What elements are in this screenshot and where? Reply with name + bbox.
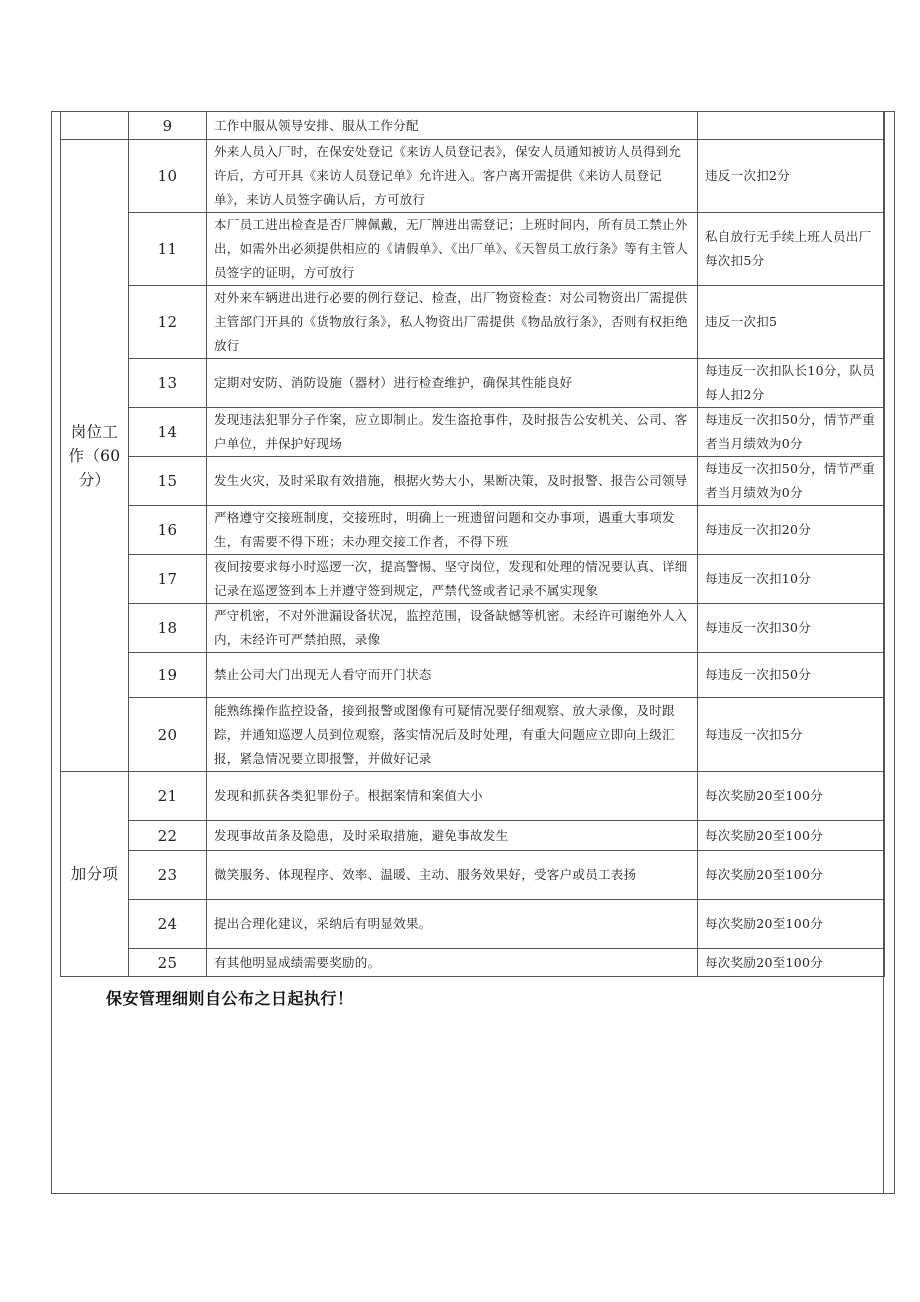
table-row — [61, 213, 885, 286]
item-content: 定期对安防、消防设施（器材）进行检查维护，确保其性能良好 — [207, 359, 698, 408]
security-rules-table — [60, 111, 885, 977]
table-row — [61, 408, 885, 457]
item-content: 夜间按要求每小时巡逻一次，提高警惕、坚守岗位，发现和处理的情况要认真、详细记录在巡逻签到本上并遵守签到规定，严禁代签或者记录不属实现象 — [207, 555, 698, 604]
item-penalty: 每次奖励20至100分 — [698, 949, 885, 977]
item-content: 严格遵守交接班制度，交接班时，明确上一班遗留问题和交办事项，遇重大事项发生，有需要不得下班；未办理交接工作者，不得下班 — [207, 506, 698, 555]
item-number: 24 — [129, 900, 207, 949]
item-number: 22 — [129, 821, 207, 851]
item-penalty: 每次奖励20至100分 — [698, 900, 885, 949]
item-penalty: 违反一次扣5 — [698, 286, 885, 359]
table-row — [61, 900, 885, 949]
item-number: 11 — [129, 213, 207, 286]
footer-note: 保安管理细则自公布之日起执行！ — [106, 989, 354, 1008]
table-row — [61, 949, 885, 977]
item-penalty: 每违反一次扣10分 — [698, 555, 885, 604]
table-row — [61, 506, 885, 555]
item-number: 19 — [129, 653, 207, 698]
item-content: 能熟练操作监控设备，接到报警或图像有可疑情况要仔细观察、放大录像，及时跟踪，并通知巡逻人员到位观察，落实情况后及时处理，有重大问题应立即向上级汇报，紧急情况要立即报警，并做好记录 — [207, 698, 698, 772]
table-row — [61, 604, 885, 653]
item-penalty: 每违反一次扣队长10分，队员每人扣2分 — [698, 359, 885, 408]
table-row — [61, 555, 885, 604]
item-number: 17 — [129, 555, 207, 604]
table-row — [61, 772, 885, 821]
category-cell-empty — [61, 112, 129, 140]
item-penalty: 每次奖励20至100分 — [698, 851, 885, 900]
item-content: 本厂员工进出检查是否厂牌佩戴，无厂牌进出需登记；上班时间内，所有员工禁止外出，如需外出必须提供相应的《请假单》、《出厂单》、《天智员工放行条》等有主管人员签字的证明，方可放行 — [207, 213, 698, 286]
item-penalty: 每违反一次扣5分 — [698, 698, 885, 772]
item-penalty: 每违反一次扣50分 — [698, 653, 885, 698]
table-row — [61, 286, 885, 359]
item-penalty: 违反一次扣2分 — [698, 140, 885, 213]
item-content: 发现违法犯罪分子作案，应立即制止。发生盗抢事件，及时报告公安机关、公司、客户单位，并保护好现场 — [207, 408, 698, 457]
item-number: 9 — [129, 112, 207, 140]
item-number: 18 — [129, 604, 207, 653]
item-number: 15 — [129, 457, 207, 506]
frame-divider — [883, 111, 884, 1194]
category-post-work: 岗位工作（60分） — [61, 140, 129, 772]
table-row — [61, 821, 885, 851]
table-row — [61, 653, 885, 698]
item-content: 工作中服从领导安排、服从工作分配 — [207, 112, 698, 140]
item-content: 外来人员入厂时，在保安处登记《来访人员登记表》，保安人员通知被访人员得到允许后，方可开具《来访人员登记单》允许进入。客户离开需提供《来访人员登记单》，来访人员签字确认后，方可放行 — [207, 140, 698, 213]
item-content: 提出合理化建议，采纳后有明显效果。 — [207, 900, 698, 949]
item-number: 25 — [129, 949, 207, 977]
item-number: 21 — [129, 772, 207, 821]
item-content: 发生火灾，及时采取有效措施，根据火势大小，果断决策，及时报警、报告公司领导 — [207, 457, 698, 506]
item-number: 10 — [129, 140, 207, 213]
item-content: 有其他明显成绩需要奖励的。 — [207, 949, 698, 977]
item-penalty: 每违反一次扣50分，情节严重者当月绩效为0分 — [698, 408, 885, 457]
item-content: 微笑服务、体现程序、效率、温暖、主动、服务效果好，受客户或员工表扬 — [207, 851, 698, 900]
item-penalty: 每次奖励20至100分 — [698, 772, 885, 821]
item-number: 12 — [129, 286, 207, 359]
item-number: 13 — [129, 359, 207, 408]
item-penalty: 私自放行无手续上班人员出厂每次扣5分 — [698, 213, 885, 286]
table-row — [61, 851, 885, 900]
table-row — [61, 359, 885, 408]
item-penalty — [698, 112, 885, 140]
item-number: 20 — [129, 698, 207, 772]
table-row — [61, 457, 885, 506]
table-row — [61, 140, 885, 213]
category-bonus: 加分项 — [61, 772, 129, 977]
item-content: 发现事故苗条及隐患，及时采取措施，避免事故发生 — [207, 821, 698, 851]
item-number: 23 — [129, 851, 207, 900]
table-row — [61, 698, 885, 772]
item-penalty: 每次奖励20至100分 — [698, 821, 885, 851]
item-penalty: 每违反一次扣30分 — [698, 604, 885, 653]
item-number: 14 — [129, 408, 207, 457]
item-content: 禁止公司大门出现无人看守而开门状态 — [207, 653, 698, 698]
item-penalty: 每违反一次扣20分 — [698, 506, 885, 555]
item-number: 16 — [129, 506, 207, 555]
item-content: 对外来车辆进出进行必要的例行登记、检查，出厂物资检查：对公司物资出厂需提供主管部门开具的《货物放行条》，私人物资出厂需提供《物品放行条》，否则有权拒绝放行 — [207, 286, 698, 359]
item-content: 严守机密，不对外泄漏设备状况，监控范围，设备缺憾等机密。未经许可谢绝外人入内，未经许可严禁拍照，录像 — [207, 604, 698, 653]
item-penalty: 每违反一次扣50分，情节严重者当月绩效为0分 — [698, 457, 885, 506]
table-row — [61, 112, 885, 140]
item-content: 发现和抓获各类犯罪份子。根据案情和案值大小 — [207, 772, 698, 821]
